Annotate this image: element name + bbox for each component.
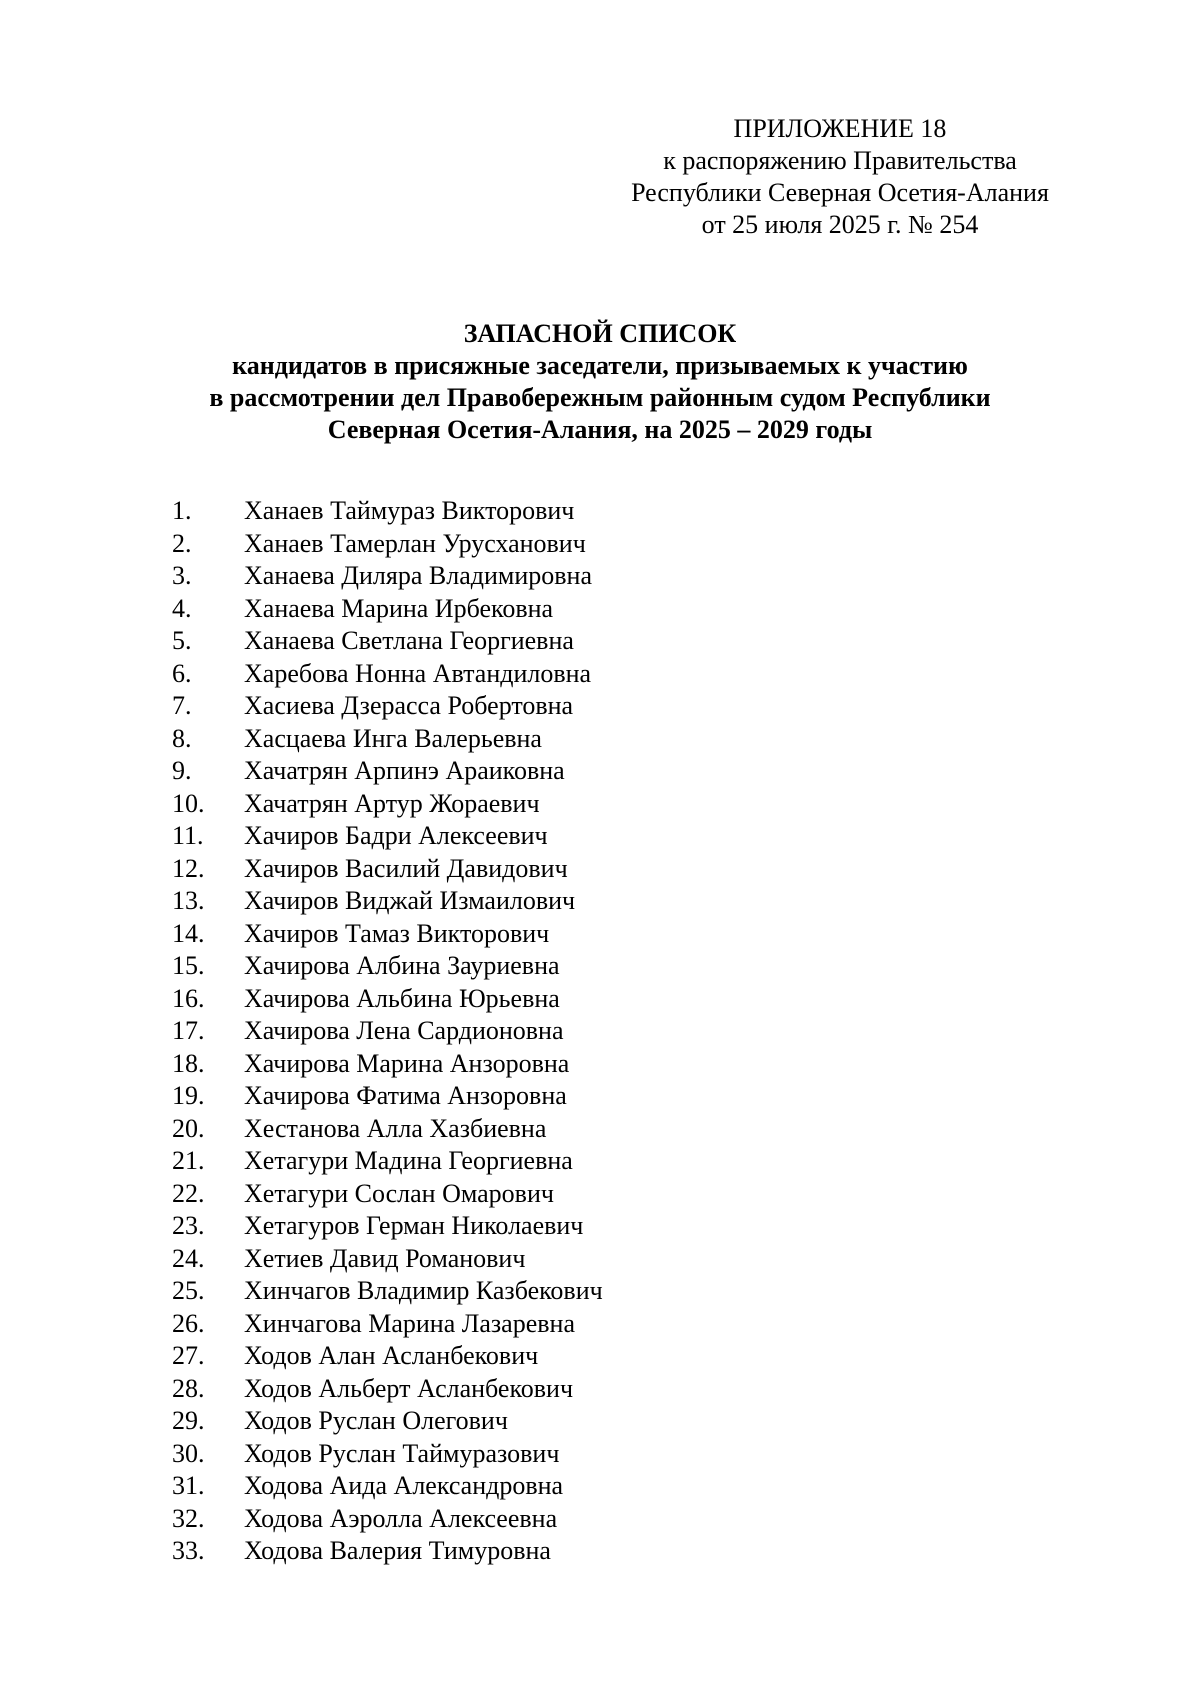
list-item-number: 3. <box>172 561 192 590</box>
list-item <box>0 853 1200 886</box>
list-item <box>0 1015 1200 1048</box>
list-item-name: Хачирова Альбина Юрьевна <box>244 983 560 1013</box>
list-item <box>0 1243 1200 1276</box>
list-item <box>0 1080 1200 1113</box>
list-item <box>0 1145 1200 1178</box>
list-item-name: Ходов Альберт Асланбекович <box>244 1373 574 1403</box>
list-item-name: Хачиров Виджай Измаилович <box>244 886 576 915</box>
list-item-name: Ходов Руслан Олегович <box>244 1406 508 1435</box>
list-item-number: 25. <box>172 1276 205 1305</box>
list-item-name: Хинчагова Марина Лазаревна <box>244 1308 575 1338</box>
list-item-name: Хинчагов Владимир Казбекович <box>244 1276 603 1305</box>
list-item <box>0 1210 1200 1243</box>
list-item-name: Хетиев Давид Романович <box>244 1243 526 1273</box>
list-item <box>0 950 1200 983</box>
list-item-name: Харебова Нонна Автандиловна <box>244 658 592 688</box>
list-item-number: 14. <box>172 918 205 948</box>
list-item-number: 12. <box>172 853 205 883</box>
list-item-number: 24. <box>172 1243 205 1273</box>
list-item-name: Хачирова Албина Зауриевна <box>244 951 560 980</box>
list-item <box>0 1048 1200 1081</box>
list-item-name: Хетагуров Герман Николаевич <box>244 1211 584 1240</box>
title-main: ЗАПАСНОЙ СПИСОК <box>463 319 737 348</box>
list-item-name: Хасцаева Инга Валерьевна <box>244 723 542 753</box>
list-item-name: Ханаев Тамерлан Урусханович <box>244 528 586 558</box>
list-item-name: Ханаева Диляра Владимировна <box>244 561 593 590</box>
list-item-number: 30. <box>172 1438 205 1468</box>
list-item <box>0 625 1200 658</box>
list-item-number: 15. <box>172 951 205 980</box>
list-item <box>0 1113 1200 1146</box>
list-item-name: Хачатрян Артур Жораевич <box>244 788 540 818</box>
list-item <box>0 1340 1200 1373</box>
list-item <box>0 788 1200 821</box>
list-item <box>0 1178 1200 1211</box>
list-item-name: Хачиров Тамаз Викторович <box>244 918 550 948</box>
title-line-3: в рассмотрении дел Правобережным районным судом Республики <box>209 383 991 412</box>
list-item-name: Ходова Аида Александровна <box>244 1471 564 1500</box>
list-item-name: Ханаева Светлана Георгиевна <box>244 626 574 655</box>
list-item-number: 22. <box>172 1178 205 1208</box>
list-item-number: 17. <box>172 1016 205 1045</box>
list-item-number: 4. <box>172 593 192 623</box>
list-item <box>0 1275 1200 1308</box>
list-item-number: 23. <box>172 1211 205 1240</box>
list-item-name: Хестанова Алла Хазбиевна <box>244 1113 547 1143</box>
list-item-number: 9. <box>172 756 192 785</box>
list-item-name: Ходов Руслан Таймуразович <box>244 1438 560 1468</box>
appendix-order-ref: к распоряжению Правительства <box>663 146 1017 175</box>
list-item-number: 7. <box>172 691 192 720</box>
list-item-number: 21. <box>172 1146 205 1175</box>
list-item-number: 18. <box>172 1048 205 1078</box>
list-item-number: 1. <box>172 496 192 525</box>
title-line-2: кандидатов в присяжные заседатели, призываемых к участию <box>232 351 968 380</box>
list-item-name: Хачиров Василий Давидович <box>244 853 568 883</box>
list-item-name: Хасиева Дзерасса Робертовна <box>244 691 574 720</box>
list-item <box>0 528 1200 561</box>
list-item-number: 32. <box>172 1503 205 1533</box>
list-item-number: 8. <box>172 723 192 753</box>
list-item-number: 19. <box>172 1081 205 1110</box>
list-item-number: 28. <box>172 1373 205 1403</box>
list-item-name: Хетагури Мадина Георгиевна <box>244 1146 573 1175</box>
list-item <box>0 1405 1200 1438</box>
list-item <box>0 658 1200 691</box>
list-item-name: Хетагури Сослан Омарович <box>244 1178 554 1208</box>
document-title <box>100 318 1100 446</box>
list-item <box>0 1470 1200 1503</box>
list-item-name: Ходов Алан Асланбекович <box>244 1341 539 1370</box>
list-item-number: 27. <box>172 1341 205 1370</box>
appendix-number: ПРИЛОЖЕНИЕ 18 <box>733 114 947 143</box>
list-item <box>0 1535 1200 1568</box>
list-item-name: Ходова Аэролла Алексеевна <box>244 1503 558 1533</box>
list-item-number: 31. <box>172 1471 205 1500</box>
list-item <box>0 495 1200 528</box>
list-item <box>0 593 1200 626</box>
list-item-number: 26. <box>172 1308 205 1338</box>
list-item-name: Хачирова Лена Сардионовна <box>244 1016 564 1045</box>
appendix-header <box>600 113 1080 241</box>
list-item <box>0 918 1200 951</box>
list-item-number: 6. <box>172 658 192 688</box>
list-item-name: Хачатрян Арпинэ Араиковна <box>244 756 565 785</box>
list-item <box>0 690 1200 723</box>
appendix-government: Республики Северная Осетия-Алания <box>631 178 1049 207</box>
list-item-name: Ханаева Марина Ирбековна <box>244 593 554 623</box>
list-item-number: 13. <box>172 886 205 915</box>
list-item-number: 10. <box>172 788 205 818</box>
list-item-number: 11. <box>172 821 204 850</box>
list-item-number: 2. <box>172 528 192 558</box>
list-item <box>0 885 1200 918</box>
list-item <box>0 1373 1200 1406</box>
list-item-number: 16. <box>172 983 205 1013</box>
candidate-list <box>0 495 1200 1568</box>
list-item <box>0 983 1200 1016</box>
list-item-number: 20. <box>172 1113 205 1143</box>
list-item-number: 29. <box>172 1406 205 1435</box>
list-item-name: Ходова Валерия Тимуровна <box>244 1536 551 1565</box>
list-item <box>0 560 1200 593</box>
title-line-4: Северная Осетия-Алания, на 2025 – 2029 годы <box>327 415 873 444</box>
list-item <box>0 820 1200 853</box>
list-item-name: Хачиров Бадри Алексеевич <box>244 821 548 850</box>
list-item-number: 33. <box>172 1536 205 1565</box>
list-item <box>0 755 1200 788</box>
list-item-name: Ханаев Таймураз Викторович <box>244 496 575 525</box>
list-item <box>0 1438 1200 1471</box>
list-item <box>0 723 1200 756</box>
list-item-number: 5. <box>172 626 192 655</box>
list-item-name: Хачирова Марина Анзоровна <box>244 1048 570 1078</box>
list-item <box>0 1308 1200 1341</box>
list-item-name: Хачирова Фатима Анзоровна <box>244 1081 567 1110</box>
appendix-date: от 25 июля 2025 г. № 254 <box>701 210 979 239</box>
list-item <box>0 1503 1200 1536</box>
